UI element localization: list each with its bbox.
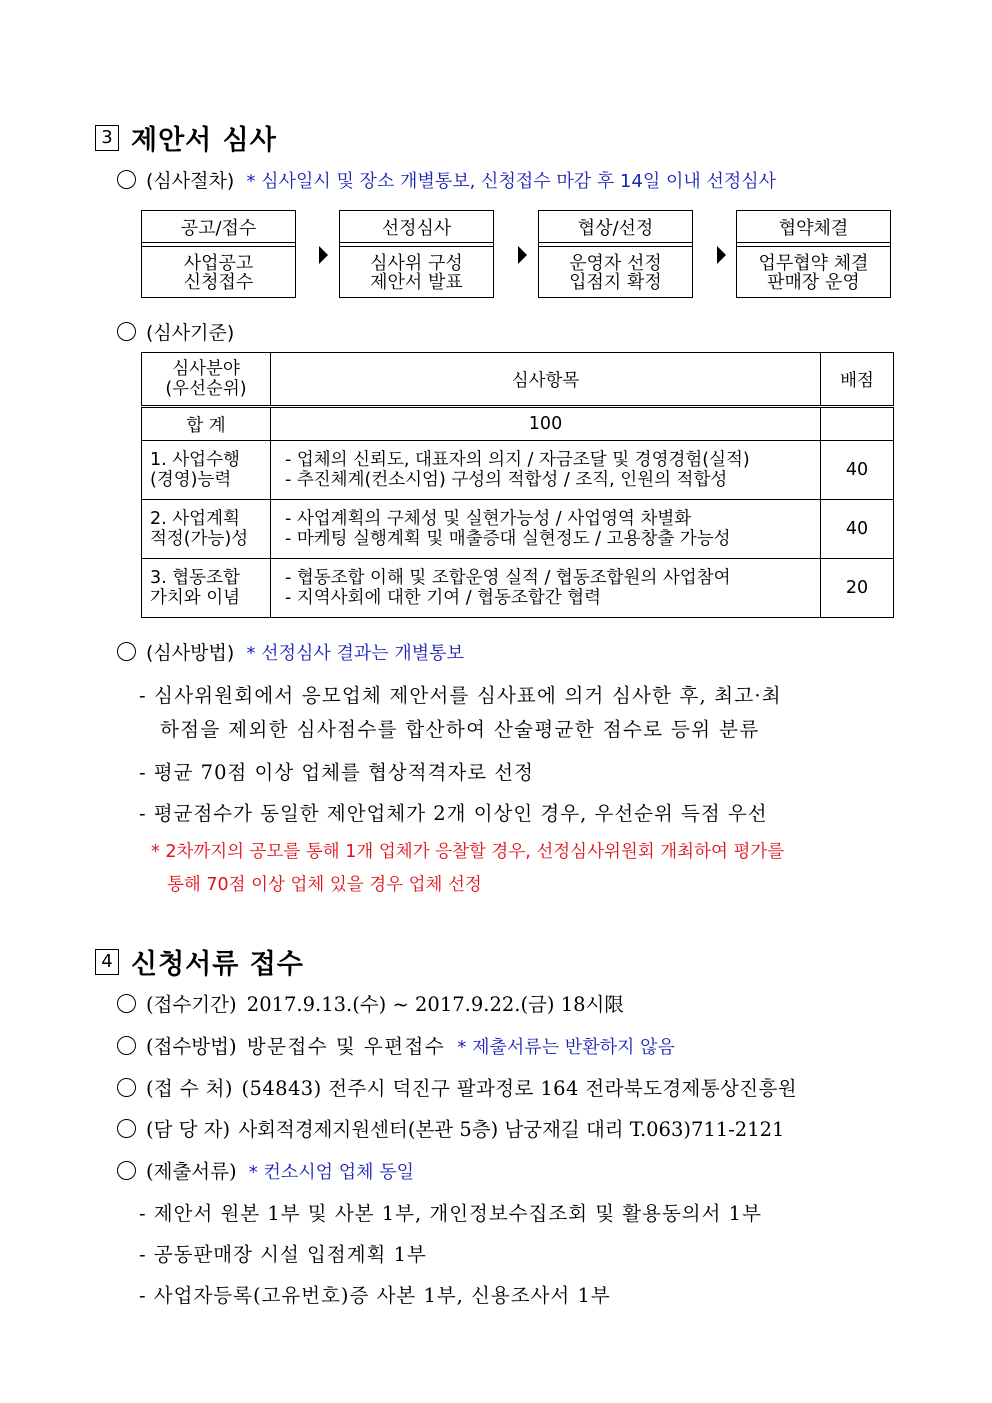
table-header-row: 심사분야 (우선순위) 심사항목 배점 <box>142 353 894 407</box>
document-item: - 제안서 원본 1부 및 사본 1부, 개인정보수집조회 및 활용동의서 1부 <box>139 1202 762 1225</box>
section-number: 4 <box>95 949 119 975</box>
criteria-table <box>141 352 894 618</box>
flow-step-1: 공고/접수 사업공고 신청접수 <box>141 210 296 298</box>
red-note: * 2차까지의 공모를 통해 1개 업체가 응찰할 경우, 선정심사위원회 개최하여 평가를 <box>151 842 785 862</box>
method-line: (심사방법) * 선정심사 결과는 개별통보 <box>117 638 464 665</box>
section-3-header <box>95 118 277 157</box>
contact-line: (담 당 자) 사회적경제지원센터(본관 5층) 남궁재길 대리 T.063)711-2121 <box>117 1114 784 1142</box>
document-item: - 사업자등록(고유번호)증 사본 1부, 신용조사서 1부 <box>139 1284 611 1307</box>
place-line: (접 수 처) (54843) 전주시 덕진구 팔과정로 164 전라북도경제통상진흥원 <box>117 1073 797 1101</box>
circle-bullet-icon <box>117 1078 136 1097</box>
arrow-right-icon <box>319 246 328 264</box>
circle-bullet-icon <box>117 642 136 661</box>
section-4-header <box>95 942 304 981</box>
document-item: - 공동판매장 시설 입점계획 1부 <box>139 1243 427 1266</box>
period-line: (접수기간) 2017.9.13.(수) ~ 2017.9.22.(금) 18시限 <box>117 989 624 1017</box>
section-title: 제안서 심사 <box>131 125 277 156</box>
method-note: * 선정심사 결과는 개별통보 <box>246 643 464 664</box>
arrow-right-icon <box>518 246 527 264</box>
documents-line: (제출서류) * 컨소시엄 업체 동일 <box>117 1156 414 1184</box>
method-item: - 평균점수가 동일한 제안업체가 2개 이상인 경우, 우선순위 득점 우선 <box>139 802 768 825</box>
receipt-method-line: (접수방법) 방문접수 및 우편접수 * 제출서류는 반환하지 않음 <box>117 1031 675 1059</box>
table-row: 3. 협동조합 가치와 이념 - 협동조합 이해 및 조합운영 실적 / 협동조합원의 사업참여 - 지역사회에 대한 기여 / 협동조합간 협력 20 <box>142 559 894 618</box>
procedure-line: (심사절차) * 심사일시 및 장소 개별통보, 신청접수 마감 후 14일 이내 선정심사 <box>117 166 776 193</box>
method-item: - 심사위원회에서 응모업체 제안서를 심사표에 의거 심사한 후, 최고·최 <box>139 684 782 707</box>
flow-step-2: 선정심사 심사위 구성 제안서 발표 <box>339 210 494 298</box>
circle-bullet-icon <box>117 170 136 189</box>
table-row: 2. 사업계획 적정(가능)성 - 사업계획의 구체성 및 실현가능성 / 사업영역 차별화 - 마케팅 실행계획 및 매출증대 실현정도 / 고용창출 가능성 40 <box>142 500 894 559</box>
procedure-note: * 심사일시 및 장소 개별통보, 신청접수 마감 후 14일 이내 선정심사 <box>246 171 776 192</box>
circle-bullet-icon <box>117 994 136 1013</box>
flow-step-4: 협약체결 업무협약 체결 판매장 운영 <box>736 210 891 298</box>
table-total-row: 합 계 100 <box>142 407 894 441</box>
circle-bullet-icon <box>117 1119 136 1138</box>
section-number: 3 <box>95 125 119 151</box>
flow-step-3: 협상/선정 운영자 선정 입점지 확정 <box>538 210 693 298</box>
circle-bullet-icon <box>117 322 136 341</box>
section-title: 신청서류 접수 <box>131 949 304 980</box>
arrow-right-icon <box>717 246 726 264</box>
red-note-continued: 통해 70점 이상 업체 있을 경우 업체 선정 <box>167 875 482 895</box>
method-item: - 평균 70점 이상 업체를 협상적격자로 선정 <box>139 761 534 784</box>
circle-bullet-icon <box>117 1161 136 1180</box>
table-row: 1. 사업수행 (경영)능력 - 업체의 신뢰도, 대표자의 의지 / 자금조달 및 경영경험(실적) - 추진체계(컨소시엄) 구성의 적합성 / 조직, 인원의 적합성 40 <box>142 441 894 500</box>
criteria-line: (심사기준) <box>117 318 234 345</box>
method-item-continued: 하점을 제외한 심사점수를 합산하여 산술평균한 점수로 등위 분류 <box>160 718 760 741</box>
circle-bullet-icon <box>117 1036 136 1055</box>
